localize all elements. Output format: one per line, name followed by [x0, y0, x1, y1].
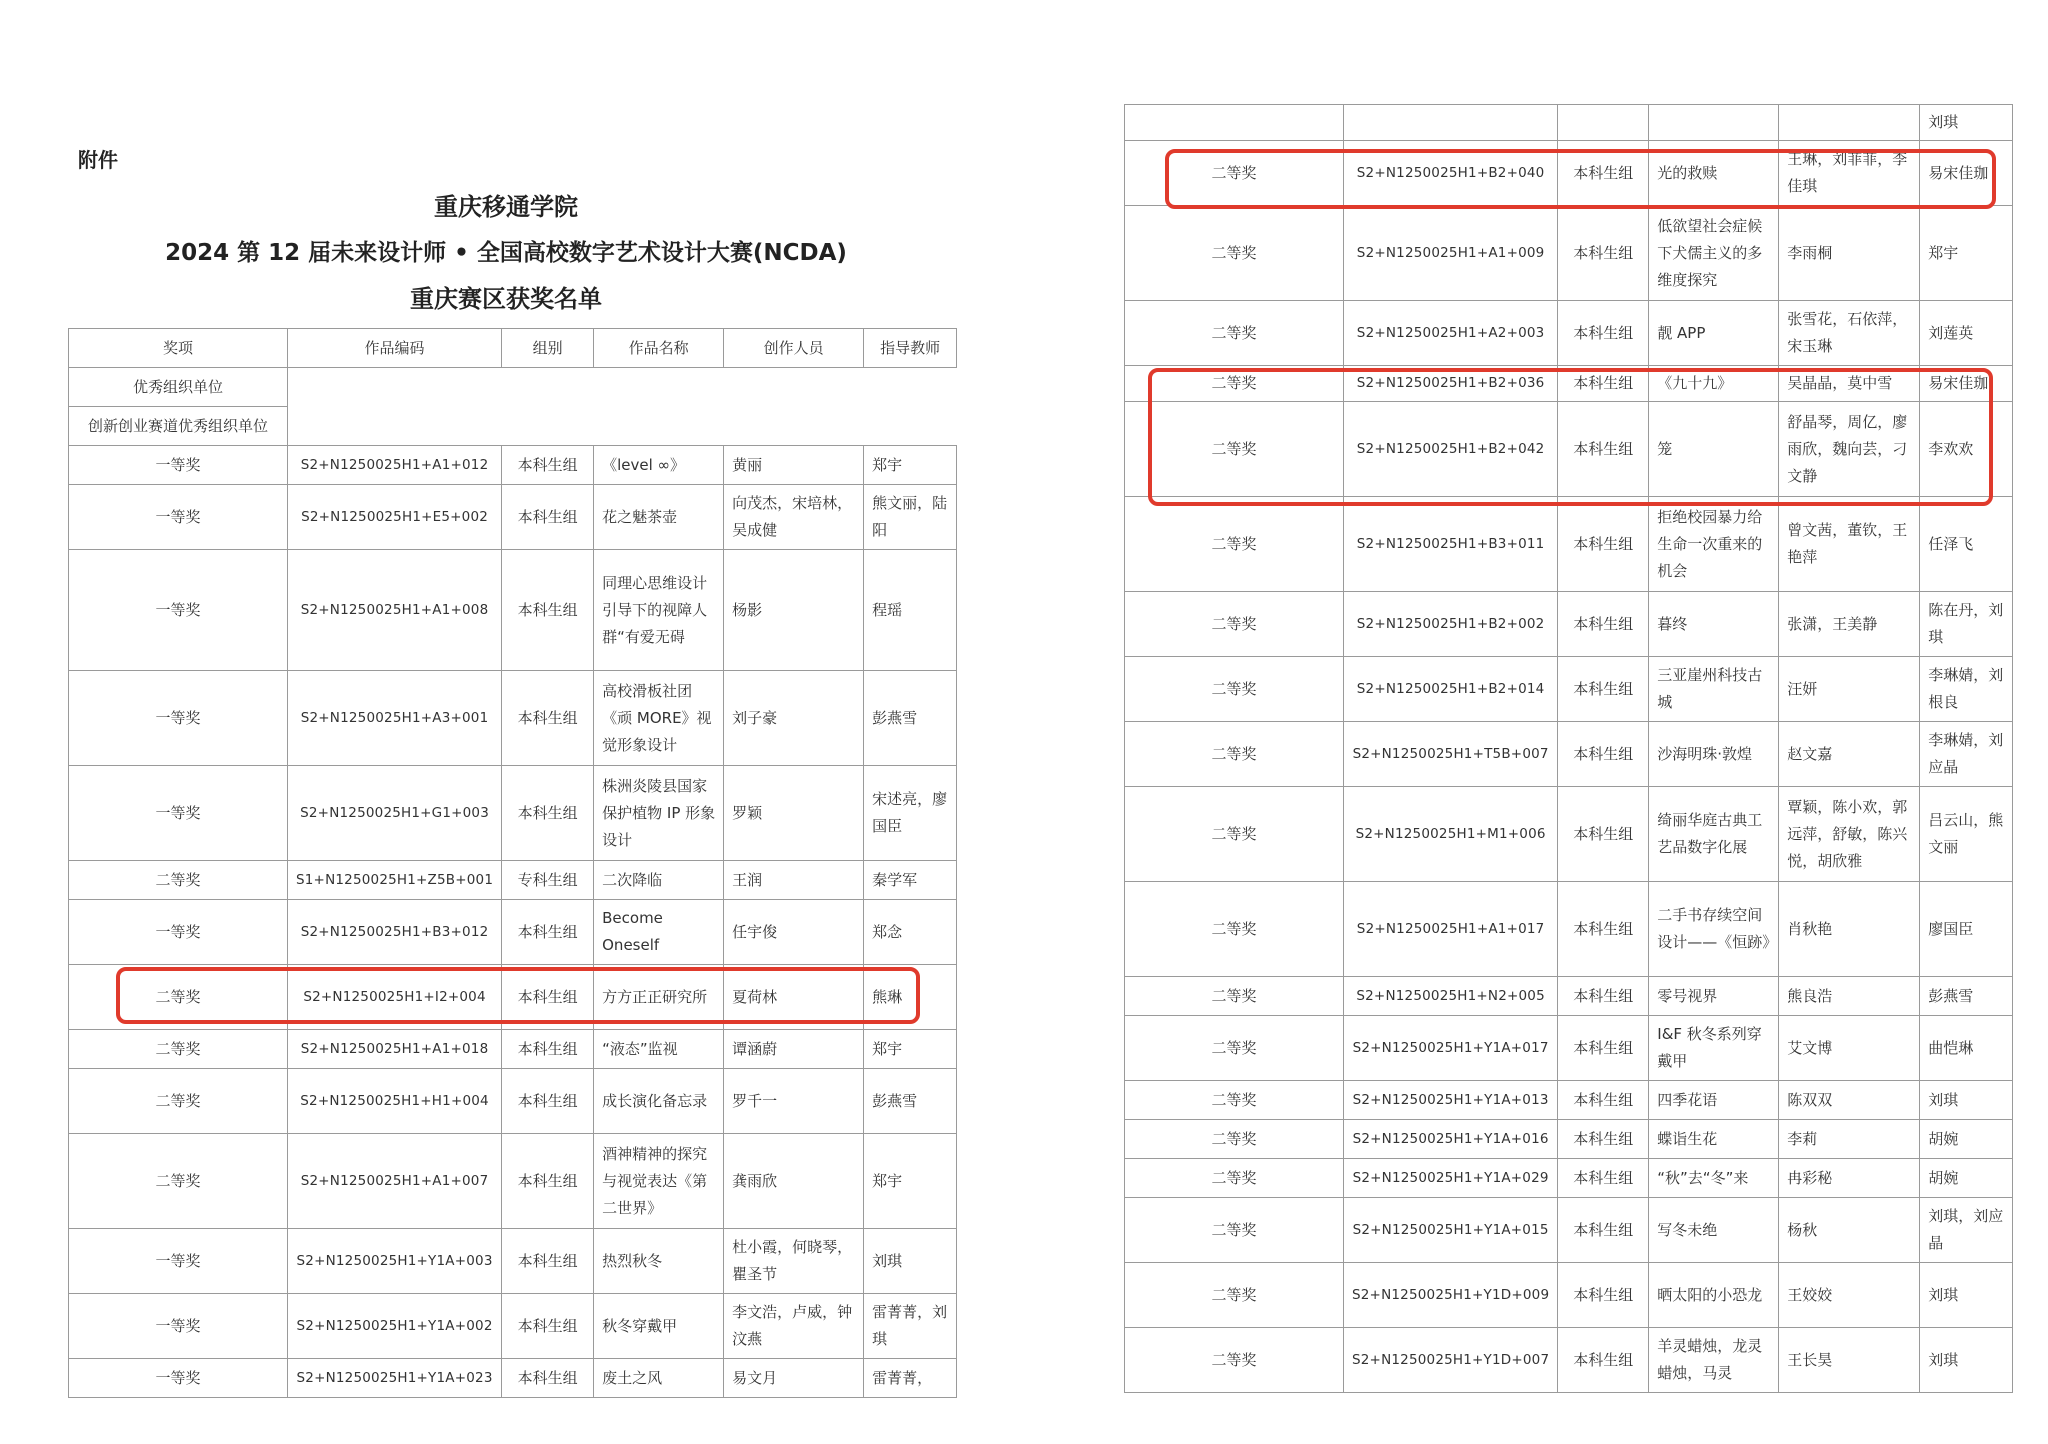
cell-creators: 李雨桐 — [1779, 206, 1920, 301]
table-row — [1125, 882, 2013, 977]
cell-creators: 冉彩秘 — [1779, 1159, 1920, 1198]
cell-award: 二等奖 — [1125, 1081, 1344, 1120]
cell-award: 一等奖 — [69, 900, 288, 965]
cell-group: 本科生组 — [1558, 882, 1649, 977]
cell-group: 本科生组 — [1558, 1081, 1649, 1120]
cell-code: S2+N1250025H1+Y1D+007 — [1344, 1328, 1558, 1393]
cell-creators: 黄丽 — [724, 446, 864, 485]
cell-award: 一等奖 — [69, 671, 288, 766]
cell-award: 一等奖 — [69, 1359, 288, 1398]
cell-teacher: 胡婉 — [1920, 1120, 2013, 1159]
table-row — [1125, 1263, 2013, 1328]
cell-work: 二次降临 — [594, 861, 724, 900]
cell-award: 二等奖 — [1125, 1263, 1344, 1328]
cell-teacher: 宋述亮，廖国臣 — [864, 766, 957, 861]
table-row — [1125, 592, 2013, 657]
table-row — [1125, 206, 2013, 301]
table-row — [69, 1294, 957, 1359]
cell-group: 本科生组 — [1558, 141, 1649, 206]
table-row — [69, 1229, 957, 1294]
table-row — [1125, 722, 2013, 787]
cell-award — [1125, 105, 1344, 141]
cell-teacher: 雷菁菁，刘琪 — [864, 1294, 957, 1359]
cell-group: 本科生组 — [502, 550, 594, 671]
cell-work: 羊灵蜡烛，龙灵蜡烛，马灵 — [1649, 1328, 1779, 1393]
column-header: 奖项 — [69, 329, 288, 368]
competition-title: 2024 第 12 届未来设计师 • 全国高校数字艺术设计大赛(NCDA) — [165, 240, 847, 266]
cell-creators: 汪妍 — [1779, 657, 1920, 722]
table-row — [1125, 141, 2013, 206]
cell-group: 本科生组 — [502, 446, 594, 485]
cell-code: S2+N1250025H1+B3+011 — [1344, 497, 1558, 592]
cell-code: S2+N1250025H1+G1+003 — [288, 766, 502, 861]
cell-code: S2+N1250025H1+Y1A+017 — [1344, 1016, 1558, 1081]
cell-teacher: 刘琪 — [1920, 105, 2013, 141]
cell-teacher: 郑宇 — [864, 1030, 957, 1069]
cell-creators: 王长昊 — [1779, 1328, 1920, 1393]
document-titles — [68, 184, 944, 322]
column-header: 作品编码 — [288, 329, 502, 368]
cell-creators: 罗千一 — [724, 1069, 864, 1134]
cell-group: 专科生组 — [502, 861, 594, 900]
cell-group: 本科生组 — [1558, 1198, 1649, 1263]
cell-work: 酒神精神的探究与视觉表达《第二世界》 — [594, 1134, 724, 1229]
cell-code: S2+N1250025H1+B2+014 — [1344, 657, 1558, 722]
cell-code: S2+N1250025H1+E5+002 — [288, 485, 502, 550]
cell-work: 笼 — [1649, 402, 1779, 497]
cell-group: 本科生组 — [502, 1069, 594, 1134]
table-header-row — [69, 329, 957, 368]
cell-award: 二等奖 — [1125, 1198, 1344, 1263]
table-row — [69, 550, 957, 671]
cell-teacher: 李欢欢 — [1920, 402, 2013, 497]
cell-code: S2+N1250025H1+M1+006 — [1344, 787, 1558, 882]
cell-creators: 王润 — [724, 861, 864, 900]
table-row — [1125, 497, 2013, 592]
cell-code: S2+N1250025H1+A1+007 — [288, 1134, 502, 1229]
cell-creators: 吴晶晶，莫中雪 — [1779, 366, 1920, 402]
cell-code: S2+N1250025H1+Y1D+009 — [1344, 1263, 1558, 1328]
cell-teacher: 廖国臣 — [1920, 882, 2013, 977]
cell-creators: 罗颖 — [724, 766, 864, 861]
cell-teacher: 刘琪 — [1920, 1263, 2013, 1328]
cell-group: 本科生组 — [502, 671, 594, 766]
table-row — [69, 446, 957, 485]
cell-creators: 李文浩，卢威，钟汶燕 — [724, 1294, 864, 1359]
table-row — [1125, 977, 2013, 1016]
cell-creators: 张雪花，石依萍，宋玉琳 — [1779, 301, 1920, 366]
cell-group: 本科生组 — [1558, 497, 1649, 592]
column-header: 组别 — [502, 329, 594, 368]
cell-group: 本科生组 — [1558, 722, 1649, 787]
cell-group: 本科生组 — [1558, 787, 1649, 882]
left-table-body — [69, 329, 957, 1398]
org-award-row — [69, 368, 957, 407]
table-row — [1125, 1328, 2013, 1393]
cell-creators: 任宇俊 — [724, 900, 864, 965]
cell-group: 本科生组 — [1558, 301, 1649, 366]
cell-teacher: 易宋佳珈 — [1920, 141, 2013, 206]
cell-code: S2+N1250025H1+Y1A+023 — [288, 1359, 502, 1398]
cell-code: S2+N1250025H1+I2+004 — [288, 965, 502, 1030]
table-row — [69, 485, 957, 550]
org-award-label: 优秀组织单位 — [69, 368, 288, 407]
cell-code: S2+N1250025H1+A1+017 — [1344, 882, 1558, 977]
cell-work: 晒太阳的小恐龙 — [1649, 1263, 1779, 1328]
cell-work: 同理心思维设计引导下的视障人群“有爱无碍 — [594, 550, 724, 671]
cell-creators: 李莉 — [1779, 1120, 1920, 1159]
table-row — [69, 1069, 957, 1134]
cell-work: 《九十九》 — [1649, 366, 1779, 402]
column-header: 作品名称 — [594, 329, 724, 368]
cell-award: 二等奖 — [69, 965, 288, 1030]
table-row — [69, 1359, 957, 1398]
cell-teacher: 郑宇 — [1920, 206, 2013, 301]
table-row — [1125, 301, 2013, 366]
cell-award: 一等奖 — [69, 1229, 288, 1294]
cell-work: 成长演化备忘录 — [594, 1069, 724, 1134]
cell-award: 二等奖 — [1125, 882, 1344, 977]
cell-creators: 舒晶琴，周亿，廖雨欣，魏向芸，刁文静 — [1779, 402, 1920, 497]
cell-award: 二等奖 — [1125, 787, 1344, 882]
cell-code: S2+N1250025H1+A1+018 — [288, 1030, 502, 1069]
award-list-title: 重庆赛区获奖名单 — [410, 285, 602, 313]
cell-code: S2+N1250025H1+T5B+007 — [1344, 722, 1558, 787]
cell-group: 本科生组 — [1558, 1016, 1649, 1081]
cell-work: 暮终 — [1649, 592, 1779, 657]
cell-code — [1344, 105, 1558, 141]
cell-group: 本科生组 — [1558, 1328, 1649, 1393]
org-award-label: 创新创业赛道优秀组织单位 — [69, 407, 288, 446]
cell-creators: 龚雨欣 — [724, 1134, 864, 1229]
cell-teacher: 刘莲英 — [1920, 301, 2013, 366]
cell-work: 热烈秋冬 — [594, 1229, 724, 1294]
cell-work: 高校滑板社团《顽 MORE》视觉形象设计 — [594, 671, 724, 766]
cell-teacher: 李琳婧，刘根良 — [1920, 657, 2013, 722]
cell-award: 二等奖 — [1125, 1120, 1344, 1159]
table-row — [1125, 1081, 2013, 1120]
cell-creators: 夏荷林 — [724, 965, 864, 1030]
cell-teacher: 程瑶 — [864, 550, 957, 671]
cell-group: 本科生组 — [1558, 1263, 1649, 1328]
cell-creators: 肖秋艳 — [1779, 882, 1920, 977]
cell-award: 二等奖 — [1125, 657, 1344, 722]
cell-award: 一等奖 — [69, 766, 288, 861]
cell-creators: 杨秋 — [1779, 1198, 1920, 1263]
cell-work: 花之魅茶壶 — [594, 485, 724, 550]
cell-group: 本科生组 — [1558, 402, 1649, 497]
cell-code: S2+N1250025H1+A1+012 — [288, 446, 502, 485]
table-row — [69, 900, 957, 965]
cell-teacher: 刘琪 — [1920, 1328, 2013, 1393]
cell-teacher: 雷菁菁， — [864, 1359, 957, 1398]
cell-teacher: 刘琪，刘应晶 — [1920, 1198, 2013, 1263]
cell-work — [1649, 105, 1779, 141]
cell-work: 二手书存续空间设计——《恒跡》 — [1649, 882, 1779, 977]
cell-teacher: 彭燕雪 — [864, 671, 957, 766]
table-row — [69, 1134, 957, 1229]
cell-group — [1558, 105, 1649, 141]
cell-work: I&F 秋冬系列穿戴甲 — [1649, 1016, 1779, 1081]
cell-teacher: 李琳婧，刘应晶 — [1920, 722, 2013, 787]
cell-award: 一等奖 — [69, 446, 288, 485]
cell-teacher: 刘琪 — [864, 1229, 957, 1294]
cell-award: 一等奖 — [69, 1294, 288, 1359]
cell-group: 本科生组 — [1558, 366, 1649, 402]
cell-creators: 谭涵蔚 — [724, 1030, 864, 1069]
cell-creators: 陈双双 — [1779, 1081, 1920, 1120]
cell-group: 本科生组 — [1558, 206, 1649, 301]
table-row — [69, 861, 957, 900]
cell-group: 本科生组 — [502, 900, 594, 965]
cell-award: 二等奖 — [1125, 1016, 1344, 1081]
cell-group: 本科生组 — [1558, 1159, 1649, 1198]
cell-award: 二等奖 — [69, 1134, 288, 1229]
cell-code: S2+N1250025H1+B2+036 — [1344, 366, 1558, 402]
cell-creators: 赵文嘉 — [1779, 722, 1920, 787]
cell-work: 秋冬穿戴甲 — [594, 1294, 724, 1359]
cell-teacher: 彭燕雪 — [864, 1069, 957, 1134]
cell-teacher: 郑念 — [864, 900, 957, 965]
column-header: 指导教师 — [864, 329, 957, 368]
cell-creators: 曾文茜，董钦，王艳萍 — [1779, 497, 1920, 592]
cell-work: 沙海明珠·敦煌 — [1649, 722, 1779, 787]
table-row — [69, 766, 957, 861]
cell-award: 一等奖 — [69, 485, 288, 550]
cell-work: 光的救赎 — [1649, 141, 1779, 206]
cell-teacher: 任泽飞 — [1920, 497, 2013, 592]
table-row — [69, 965, 957, 1030]
cell-work: 蝶诣生花 — [1649, 1120, 1779, 1159]
cell-code: S2+N1250025H1+A2+003 — [1344, 301, 1558, 366]
table-row — [69, 1030, 957, 1069]
cell-creators: 艾文博 — [1779, 1016, 1920, 1081]
cell-code: S2+N1250025H1+Y1A+016 — [1344, 1120, 1558, 1159]
cell-work: 绮丽华庭古典工艺品数字化展 — [1649, 787, 1779, 882]
table-row — [1125, 1198, 2013, 1263]
cell-code: S2+N1250025H1+B2+040 — [1344, 141, 1558, 206]
table-row — [1125, 402, 2013, 497]
cell-award: 二等奖 — [1125, 977, 1344, 1016]
cell-group: 本科生组 — [1558, 977, 1649, 1016]
cell-code: S2+N1250025H1+A1+008 — [288, 550, 502, 671]
cell-work: 《level ∞》 — [594, 446, 724, 485]
cell-teacher: 郑宇 — [864, 1134, 957, 1229]
cell-creators: 熊良浩 — [1779, 977, 1920, 1016]
cell-group: 本科生组 — [1558, 1120, 1649, 1159]
cell-award: 一等奖 — [69, 550, 288, 671]
cell-teacher: 曲恺琳 — [1920, 1016, 2013, 1081]
school-title: 重庆移通学院 — [434, 193, 578, 221]
cell-award: 二等奖 — [69, 1030, 288, 1069]
cell-creators: 覃颖，陈小欢，郭远萍，舒敏，陈兴悦，胡欣雅 — [1779, 787, 1920, 882]
cell-work: 三亚崖州科技古城 — [1649, 657, 1779, 722]
cell-creators: 杜小霞，何晓琴，瞿圣节 — [724, 1229, 864, 1294]
cell-work: 拒绝校园暴力给生命一次重来的机会 — [1649, 497, 1779, 592]
cell-award: 二等奖 — [1125, 366, 1344, 402]
cell-award: 二等奖 — [1125, 206, 1344, 301]
cell-teacher: 熊文丽，陆阳 — [864, 485, 957, 550]
cell-group: 本科生组 — [502, 1229, 594, 1294]
column-header: 创作人员 — [724, 329, 864, 368]
cell-work: 写冬未绝 — [1649, 1198, 1779, 1263]
cell-teacher: 易宋佳珈 — [1920, 366, 2013, 402]
cell-creators: 王琳，刘菲菲，李佳琪 — [1779, 141, 1920, 206]
cell-group: 本科生组 — [1558, 592, 1649, 657]
table-row — [1125, 105, 2013, 141]
cell-teacher: 胡婉 — [1920, 1159, 2013, 1198]
cell-code: S2+N1250025H1+H1+004 — [288, 1069, 502, 1134]
table-row — [1125, 366, 2013, 402]
cell-work: 低欲望社会症候下犬儒主义的多维度探究 — [1649, 206, 1779, 301]
cell-code: S2+N1250025H1+B2+042 — [1344, 402, 1558, 497]
cell-award: 二等奖 — [1125, 497, 1344, 592]
cell-creators: 杨影 — [724, 550, 864, 671]
cell-work: 靓 APP — [1649, 301, 1779, 366]
cell-work: “秋”去“冬”来 — [1649, 1159, 1779, 1198]
cell-creators: 张潇，王美静 — [1779, 592, 1920, 657]
cell-work: 废土之风 — [594, 1359, 724, 1398]
cell-code: S2+N1250025H1+A3+001 — [288, 671, 502, 766]
table-row — [1125, 1159, 2013, 1198]
table-row — [1125, 1016, 2013, 1081]
cell-group: 本科生组 — [502, 965, 594, 1030]
table-row — [69, 671, 957, 766]
cell-code: S2+N1250025H1+Y1A+003 — [288, 1229, 502, 1294]
cell-award: 二等奖 — [69, 1069, 288, 1134]
cell-award: 二等奖 — [69, 861, 288, 900]
cell-code: S1+N1250025H1+Z5B+001 — [288, 861, 502, 900]
cell-creators — [1779, 105, 1920, 141]
cell-teacher: 熊琳 — [864, 965, 957, 1030]
cell-teacher: 吕云山，熊文丽 — [1920, 787, 2013, 882]
cell-code: S2+N1250025H1+Y1A+002 — [288, 1294, 502, 1359]
cell-award: 二等奖 — [1125, 141, 1344, 206]
cell-code: S2+N1250025H1+B2+002 — [1344, 592, 1558, 657]
cell-code: S2+N1250025H1+B3+012 — [288, 900, 502, 965]
cell-group: 本科生组 — [502, 766, 594, 861]
cell-group: 本科生组 — [1558, 657, 1649, 722]
cell-code: S2+N1250025H1+Y1A+013 — [1344, 1081, 1558, 1120]
cell-group: 本科生组 — [502, 1359, 594, 1398]
cell-code: S2+N1250025H1+N2+005 — [1344, 977, 1558, 1016]
cell-teacher: 彭燕雪 — [1920, 977, 2013, 1016]
cell-award: 二等奖 — [1125, 592, 1344, 657]
cell-group: 本科生组 — [502, 485, 594, 550]
cell-award: 二等奖 — [1125, 1328, 1344, 1393]
cell-creators: 王姣姣 — [1779, 1263, 1920, 1328]
cell-code: S2+N1250025H1+Y1A+029 — [1344, 1159, 1558, 1198]
cell-teacher: 陈在丹，刘琪 — [1920, 592, 2013, 657]
cell-teacher: 刘琪 — [1920, 1081, 2013, 1120]
cell-work: Become Oneself — [594, 900, 724, 965]
cell-group: 本科生组 — [502, 1030, 594, 1069]
table-row — [1125, 787, 2013, 882]
cell-teacher: 秦学军 — [864, 861, 957, 900]
cell-work: 株洲炎陵县国家保护植物 IP 形象设计 — [594, 766, 724, 861]
attachment-label: 附件 — [78, 148, 118, 172]
cell-creators: 向茂杰，宋培林，吴成健 — [724, 485, 864, 550]
cell-work: 方方正正研究所 — [594, 965, 724, 1030]
cell-award: 二等奖 — [1125, 722, 1344, 787]
table-row — [1125, 1120, 2013, 1159]
cell-group: 本科生组 — [502, 1134, 594, 1229]
cell-award: 二等奖 — [1125, 301, 1344, 366]
left-award-table — [68, 328, 957, 1398]
cell-code: S2+N1250025H1+Y1A+015 — [1344, 1198, 1558, 1263]
cell-award: 二等奖 — [1125, 402, 1344, 497]
cell-award: 二等奖 — [1125, 1159, 1344, 1198]
cell-work: 四季花语 — [1649, 1081, 1779, 1120]
right-award-table — [1124, 104, 2013, 1393]
org-award-blank — [288, 368, 957, 446]
right-table-body — [1125, 105, 2013, 1393]
cell-group: 本科生组 — [502, 1294, 594, 1359]
cell-teacher: 郑宇 — [864, 446, 957, 485]
cell-work: 零号视界 — [1649, 977, 1779, 1016]
table-row — [1125, 657, 2013, 722]
cell-creators: 刘子豪 — [724, 671, 864, 766]
cell-code: S2+N1250025H1+A1+009 — [1344, 206, 1558, 301]
cell-work: “液态”监视 — [594, 1030, 724, 1069]
cell-creators: 易文月 — [724, 1359, 864, 1398]
